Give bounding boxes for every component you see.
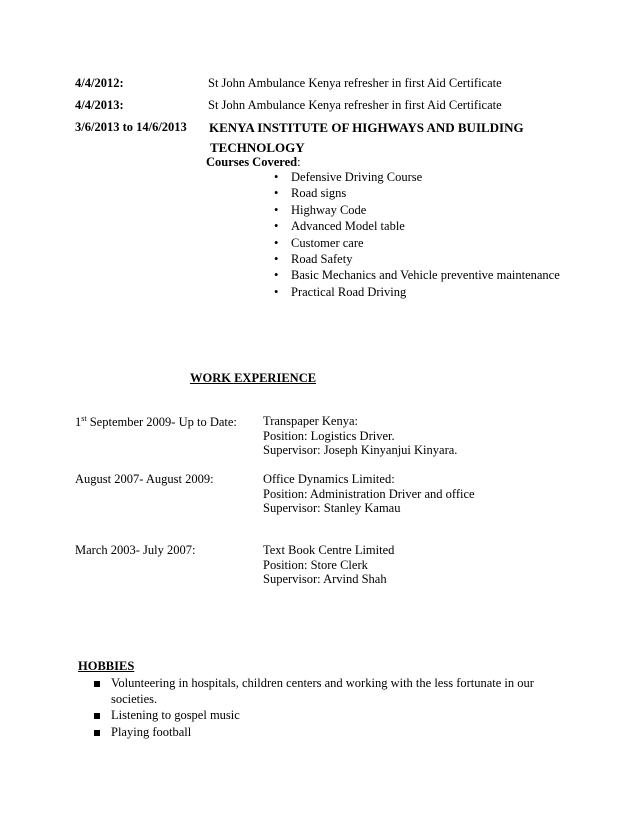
work-entry-position: Position: Store Clerk [263, 557, 368, 572]
hobby-item: Playing football [92, 725, 562, 741]
work-entry-details [263, 414, 457, 458]
work-entry-date: August 2007- August 2009: [75, 472, 214, 486]
cert-date-2: 4/4/2013: [75, 98, 124, 112]
work-experience-heading: WORK EXPERIENCE [190, 371, 317, 385]
training-institute-line1: KENYA INSTITUTE OF HIGHWAYS AND BUILDING [209, 120, 524, 135]
courses-list [274, 169, 560, 300]
work-entry-supervisor: Supervisor: Stanley Kamau [263, 501, 401, 516]
hobby-item: Volunteering in hospitals, children centers and working with the less fortunate in our societies. [92, 676, 562, 707]
cert-description-2: St John Ambulance Kenya refresher in first Aid Certificate [208, 98, 502, 112]
hobbies-list [92, 676, 562, 741]
cert-description-1: St John Ambulance Kenya refresher in first Aid Certificate [208, 76, 502, 90]
work-entry-date-rest: September 2009- Up to Date: [86, 415, 237, 430]
course-item: • Defensive Driving Course [274, 169, 560, 185]
work-entry-company: Transpaper Kenya: [263, 414, 359, 428]
work-entry-date [75, 414, 237, 430]
work-entry-supervisor: Supervisor: Joseph Kinyanjui Kinyara. [263, 443, 458, 458]
hobbies-heading: HOBBIES [78, 659, 135, 673]
work-entry-position: Position: Logistics Driver. [263, 428, 395, 443]
course-item: • Practical Road Driving [274, 284, 560, 300]
work-entry-company: Office Dynamics Limited: [263, 472, 395, 486]
courses-label: Courses Covered [206, 155, 298, 169]
work-entry-supervisor: Supervisor: Arvind Shah [263, 572, 387, 587]
course-item: • Advanced Model table [274, 218, 560, 234]
training-date: 3/6/2013 to 14/6/2013 [75, 120, 187, 134]
hobby-item: Listening to gospel music [92, 708, 562, 724]
course-item: • Road signs [274, 185, 560, 201]
work-entry-position: Position: Administration Driver and office [263, 486, 475, 501]
course-item: • Customer care [274, 235, 560, 251]
work-entry-details [263, 472, 475, 516]
course-item: • Highway Code [274, 202, 560, 218]
course-item: • Road Safety [274, 251, 560, 267]
courses-label-row [206, 155, 301, 170]
work-entry-date-sup: st [81, 414, 87, 423]
work-entry-date: March 2003- July 2007: [75, 543, 196, 557]
course-item: • Basic Mechanics and Vehicle preventive maintenance [274, 267, 560, 283]
courses-label-colon: : [297, 155, 301, 169]
work-entry-date-day: 1 [75, 415, 82, 430]
cert-date-1: 4/4/2012: [75, 76, 124, 90]
training-institute-line2: TECHNOLOGY [210, 140, 305, 155]
work-entry-company: Text Book Centre Limited [263, 543, 395, 557]
work-entry-details [263, 543, 394, 587]
